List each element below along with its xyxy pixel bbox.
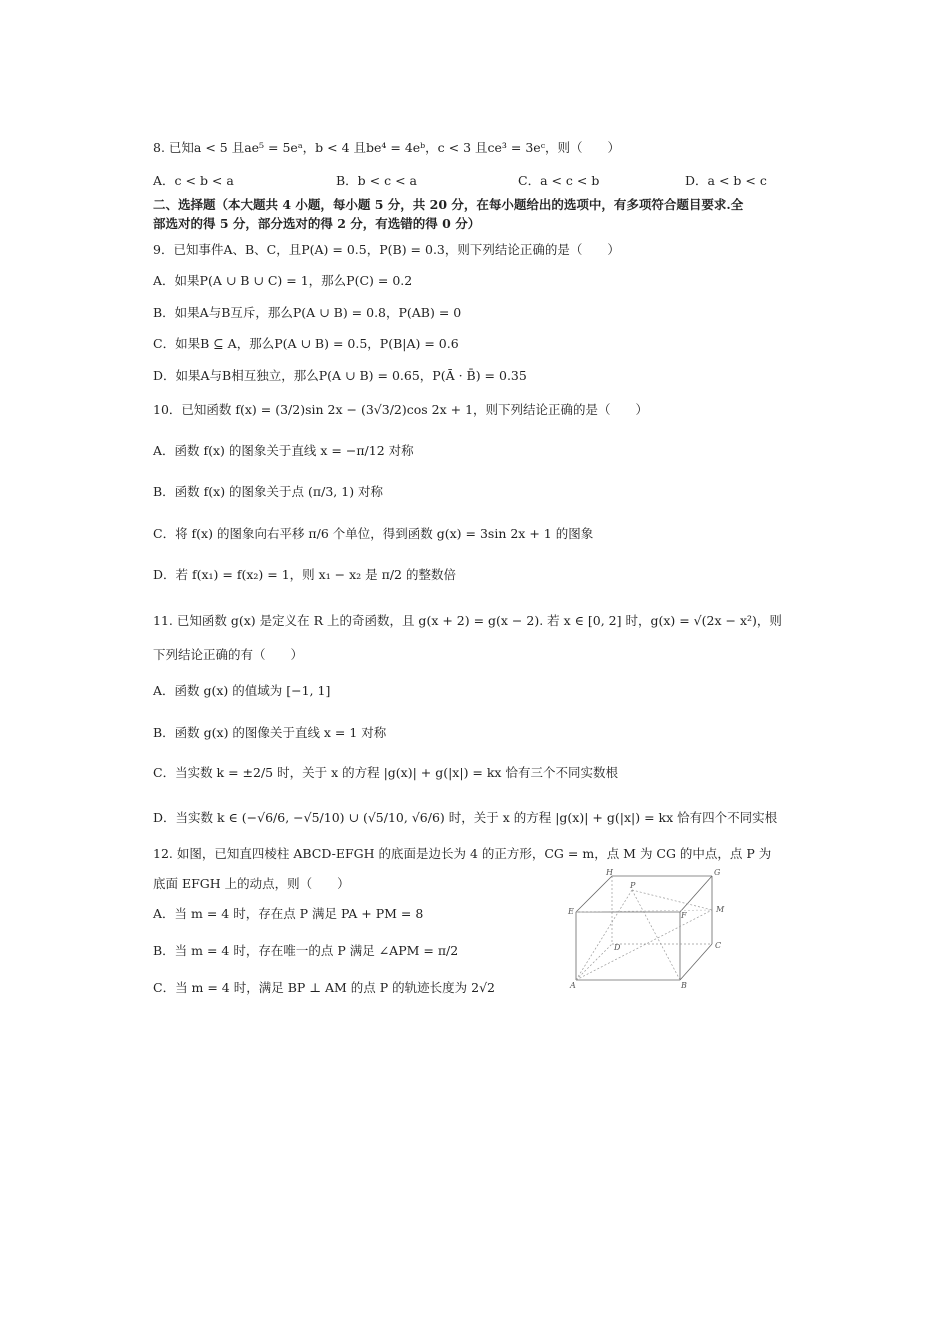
q12-stem-line-1: 12. 如图，已知直四棱柱 ABCD-EFGH 的底面是边长为 4 的正方形，CG = m，点 M 为 CG 的中点，点 P 为 [153, 846, 772, 861]
prism-diagram [562, 868, 740, 992]
section-2-header-line-2: 部选对的得 5 分，部分选对的得 2 分，有选错的得 0 分） [153, 216, 481, 231]
q10-option-c: C．将 f(x) 的图象向右平移 π/6 个单位，得到函数 g(x) = 3sin 2x + 1 的图象 [153, 526, 594, 541]
q11-option-c: C．当实数 k = ±2/5 时，关于 x 的方程 |g(x)| + g(|x|) = kx 恰有三个不同实数根 [153, 765, 618, 780]
label-c: C [715, 941, 722, 950]
q9-option-a: A．如果P(A ∪ B ∪ C) = 1，那么P(C) = 0.2 [153, 273, 413, 288]
q11-option-b: B．函数 g(x) 的图像关于直线 x = 1 对称 [153, 725, 387, 740]
q9-option-c: C．如果B ⊆ A，那么P(A ∪ B) = 0.5，P(B|A) = 0.6 [153, 336, 459, 351]
q8-option-c: C．a < c < b [518, 173, 600, 188]
q12-option-a: A．当 m = 4 时，存在点 P 满足 PA + PM = 8 [153, 906, 424, 921]
q10-option-a: A．函数 f(x) 的图象关于直线 x = −π/12 对称 [153, 443, 414, 458]
q12-option-c: C．当 m = 4 时，满足 BP ⊥ AM 的点 P 的轨迹长度为 2√2 [153, 980, 496, 995]
q11-option-a: A．函数 g(x) 的值域为 [−1, 1] [153, 683, 331, 698]
label-h: H [606, 868, 613, 877]
label-p: P [630, 881, 636, 890]
q12-stem-line-2: 底面 EFGH 上的动点，则（ ） [153, 876, 350, 891]
section-2-header-line-1: 二、选择题（本大题共 4 小题，每小题 5 分，共 20 分，在每小题给出的选项中，有多项符合题目要求.全 [153, 197, 744, 212]
label-e: E [568, 907, 574, 916]
q9-stem: 9．已知事件A、B、C，且P(A) = 0.5，P(B) = 0.3，则下列结论正确的是（ ） [153, 242, 620, 257]
label-g: G [714, 868, 721, 877]
q10-option-d: D．若 f(x₁) = f(x₂) = 1，则 x₁ − x₂ 是 π/2 的整数倍 [153, 567, 456, 582]
q8-stem: 8. 已知a < 5 且ae⁵ = 5eᵃ，b < 4 且be⁴ = 4eᵇ，c < 3 且ce³ = 3eᶜ，则（ ） [153, 140, 621, 155]
q9-option-d: D．如果A与B相互独立，那么P(A ∪ B) = 0.65，P(Ā · B̄) = 0.35 [153, 368, 527, 383]
q8-option-a: A．c < b < a [153, 173, 234, 188]
q12-option-b: B．当 m = 4 时，存在唯一的点 P 满足 ∠APM = π/2 [153, 943, 459, 958]
label-b: B [681, 981, 687, 990]
q11-stem-line-2: 下列结论正确的有（ ） [153, 647, 304, 662]
q11-option-d: D．当实数 k ∈ (−√6/6, −√5/10) ∪ (√5/10, √6/6) 时，关于 x 的方程 |g(x)| + g(|x|) = kx 恰有四个不同实根 [153, 810, 778, 825]
q8-option-b: B．b < c < a [336, 173, 417, 188]
q11-stem-line-1: 11. 已知函数 g(x) 是定义在 R 上的奇函数，且 g(x + 2) = g(x − 2). 若 x ∈ [0, 2] 时，g(x) = √(2x − x²)，则 [153, 613, 782, 628]
label-d: D [614, 943, 621, 952]
prism-figure [562, 868, 740, 992]
q10-option-b: B．函数 f(x) 的图象关于点 (π/3, 1) 对称 [153, 484, 384, 499]
label-f: F [681, 911, 687, 920]
q10-stem: 10．已知函数 f(x) = (3/2)sin 2x − (3√3/2)cos 2x + 1，则下列结论正确的是（ ） [153, 402, 649, 417]
label-a: A [570, 981, 576, 990]
q8-option-d: D．a < b < c [685, 173, 767, 188]
label-m: M [716, 905, 725, 914]
q9-option-b: B．如果A与B互斥，那么P(A ∪ B) = 0.8，P(AB) = 0 [153, 305, 462, 320]
